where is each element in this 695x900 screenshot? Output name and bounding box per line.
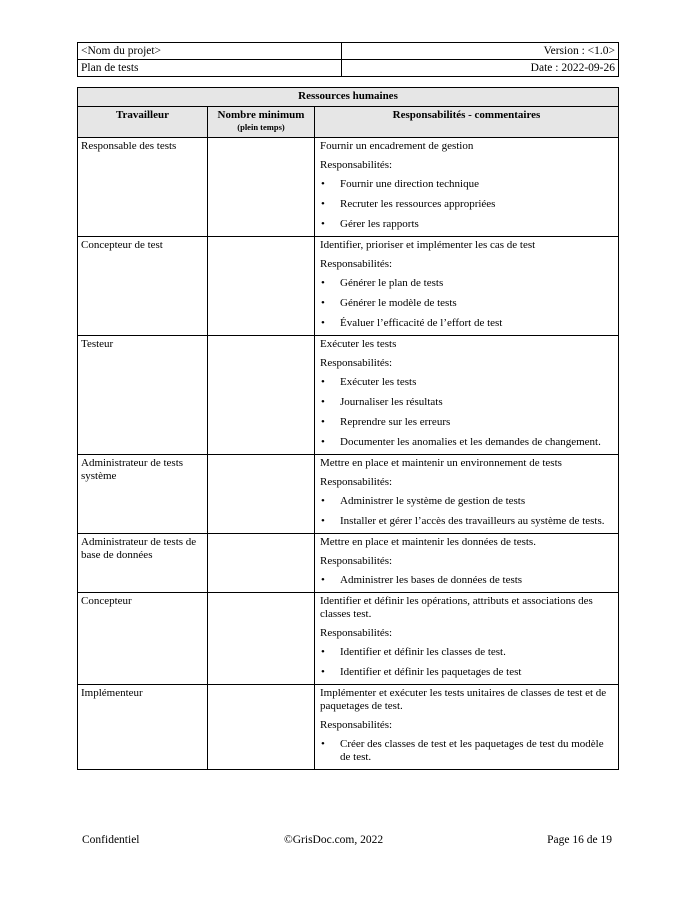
responsibilities-label: Responsabilités: bbox=[320, 627, 393, 639]
list-item-text: Identifier et définir les paquetages de test bbox=[340, 666, 522, 678]
human-resources-table bbox=[77, 87, 619, 770]
list-item bbox=[320, 646, 612, 659]
list-item-text: Générer le modèle de tests bbox=[340, 297, 457, 309]
minimum-cell bbox=[208, 685, 315, 770]
responsibilities-label: Responsabilités: bbox=[320, 258, 393, 270]
list-item-text: Générer le plan de tests bbox=[340, 277, 444, 289]
list-item-text: Exécuter les tests bbox=[340, 376, 417, 388]
worker-cell: Administrateur de tests de base de données bbox=[78, 534, 208, 593]
responsibilities-cell bbox=[315, 455, 619, 534]
list-item-text: Identifier et définir les classes de test. bbox=[340, 646, 506, 658]
minimum-cell bbox=[208, 138, 315, 237]
responsibilities-list bbox=[320, 646, 612, 679]
list-item bbox=[320, 416, 612, 429]
responsibilities-list bbox=[320, 376, 612, 449]
bullet-icon: • bbox=[321, 666, 325, 678]
list-item-text: Administrer le système de gestion de tests bbox=[340, 495, 526, 507]
table-row bbox=[78, 138, 619, 237]
responsibilities-label: Responsabilités: bbox=[320, 159, 393, 171]
list-item bbox=[320, 297, 612, 310]
column-header-responsibilities: Responsabilités - commentaires bbox=[315, 107, 619, 138]
bullet-icon: • bbox=[321, 376, 325, 388]
role-summary: Implémenter et exécuter les tests unitaires de classes de test et de paquetages de test. bbox=[320, 687, 607, 712]
table-row bbox=[78, 237, 619, 336]
minimum-cell bbox=[208, 534, 315, 593]
worker-cell: Concepteur de test bbox=[78, 237, 208, 336]
bullet-icon: • bbox=[321, 178, 325, 190]
column-header-minimum-sub: (plein temps) bbox=[237, 122, 285, 132]
list-item bbox=[320, 218, 612, 231]
document-header bbox=[77, 42, 619, 77]
list-item bbox=[320, 515, 612, 528]
role-summary: Identifier et définir les opérations, attributs et associations des classes test. bbox=[320, 595, 593, 620]
column-header-minimum-label: Nombre minimum bbox=[217, 109, 305, 121]
list-item bbox=[320, 317, 612, 330]
responsibilities-list bbox=[320, 277, 612, 330]
bullet-icon: • bbox=[321, 297, 325, 309]
bullet-icon: • bbox=[321, 218, 325, 230]
bullet-icon: • bbox=[321, 277, 325, 289]
table-row bbox=[78, 685, 619, 770]
list-item bbox=[320, 436, 612, 449]
bullet-icon: • bbox=[321, 574, 325, 586]
bullet-icon: • bbox=[321, 495, 325, 507]
column-header-worker: Travailleur bbox=[78, 107, 208, 138]
worker-cell: Implémenteur bbox=[78, 685, 208, 770]
responsibilities-label: Responsabilités: bbox=[320, 555, 393, 567]
list-item-text: Documenter les anomalies et les demandes de changement. bbox=[340, 436, 601, 448]
table-row bbox=[78, 336, 619, 455]
list-item bbox=[320, 376, 612, 389]
bullet-icon: • bbox=[321, 198, 325, 210]
responsibilities-cell bbox=[315, 685, 619, 770]
footer-page-number: Page 16 de 19 bbox=[547, 834, 612, 846]
table-row bbox=[78, 593, 619, 685]
list-item-text: Fournir une direction technique bbox=[340, 178, 479, 190]
responsibilities-cell bbox=[315, 593, 619, 685]
responsibilities-list bbox=[320, 574, 612, 587]
responsibilities-cell bbox=[315, 336, 619, 455]
table-title: Ressources humaines bbox=[78, 88, 619, 107]
responsibilities-list bbox=[320, 178, 612, 231]
responsibilities-cell bbox=[315, 534, 619, 593]
role-summary: Exécuter les tests bbox=[320, 338, 397, 350]
bullet-icon: • bbox=[321, 515, 325, 527]
responsibilities-label: Responsabilités: bbox=[320, 719, 393, 731]
minimum-cell bbox=[208, 593, 315, 685]
table-row bbox=[78, 534, 619, 593]
list-item bbox=[320, 574, 612, 587]
bullet-icon: • bbox=[321, 738, 325, 750]
role-summary: Mettre en place et maintenir un environnement de tests bbox=[320, 457, 562, 469]
bullet-icon: • bbox=[321, 416, 325, 428]
list-item-text: Reprendre sur les erreurs bbox=[340, 416, 451, 428]
doc-title: Plan de tests bbox=[78, 60, 342, 77]
list-item bbox=[320, 396, 612, 409]
footer-confidential: Confidentiel bbox=[82, 834, 140, 846]
minimum-cell bbox=[208, 455, 315, 534]
responsibilities-cell bbox=[315, 237, 619, 336]
role-summary: Fournir un encadrement de gestion bbox=[320, 140, 474, 152]
minimum-cell bbox=[208, 237, 315, 336]
responsibilities-label: Responsabilités: bbox=[320, 476, 393, 488]
bullet-icon: • bbox=[321, 646, 325, 658]
role-summary: Identifier, prioriser et implémenter les cas de test bbox=[320, 239, 536, 251]
list-item-text: Évaluer l’efficacité de l’effort de test bbox=[340, 317, 503, 329]
list-item-text: Créer des classes de test et les paquetages de test du modèle de test. bbox=[340, 738, 604, 763]
bullet-icon: • bbox=[321, 396, 325, 408]
minimum-cell bbox=[208, 336, 315, 455]
responsibilities-list bbox=[320, 495, 612, 528]
table-row bbox=[78, 455, 619, 534]
list-item bbox=[320, 198, 612, 211]
list-item bbox=[320, 277, 612, 290]
list-item-text: Journaliser les résultats bbox=[340, 396, 443, 408]
footer-copyright: ©GrisDoc.com, 2022 bbox=[284, 834, 384, 846]
bullet-icon: • bbox=[321, 317, 325, 329]
project-name: <Nom du projet> bbox=[78, 43, 342, 60]
list-item bbox=[320, 495, 612, 508]
list-item bbox=[320, 178, 612, 191]
responsibilities-cell bbox=[315, 138, 619, 237]
bullet-icon: • bbox=[321, 436, 325, 448]
column-header-minimum bbox=[208, 107, 315, 138]
responsibilities-label: Responsabilités: bbox=[320, 357, 393, 369]
list-item-text: Installer et gérer l’accès des travailleurs au système de tests. bbox=[340, 515, 605, 527]
worker-cell: Testeur bbox=[78, 336, 208, 455]
role-summary: Mettre en place et maintenir les données de tests. bbox=[320, 536, 536, 548]
list-item-text: Administrer les bases de données de tests bbox=[340, 574, 523, 586]
responsibilities-list bbox=[320, 738, 612, 764]
worker-cell: Responsable des tests bbox=[78, 138, 208, 237]
list-item-text: Recruter les ressources appropriées bbox=[340, 198, 496, 210]
list-item bbox=[320, 666, 612, 679]
list-item bbox=[320, 738, 612, 764]
worker-cell: Administrateur de tests système bbox=[78, 455, 208, 534]
list-item-text: Gérer les rapports bbox=[340, 218, 419, 230]
version: Version : <1.0> bbox=[342, 43, 619, 60]
worker-cell: Concepteur bbox=[78, 593, 208, 685]
doc-date: Date : 2022-09-26 bbox=[342, 60, 619, 77]
